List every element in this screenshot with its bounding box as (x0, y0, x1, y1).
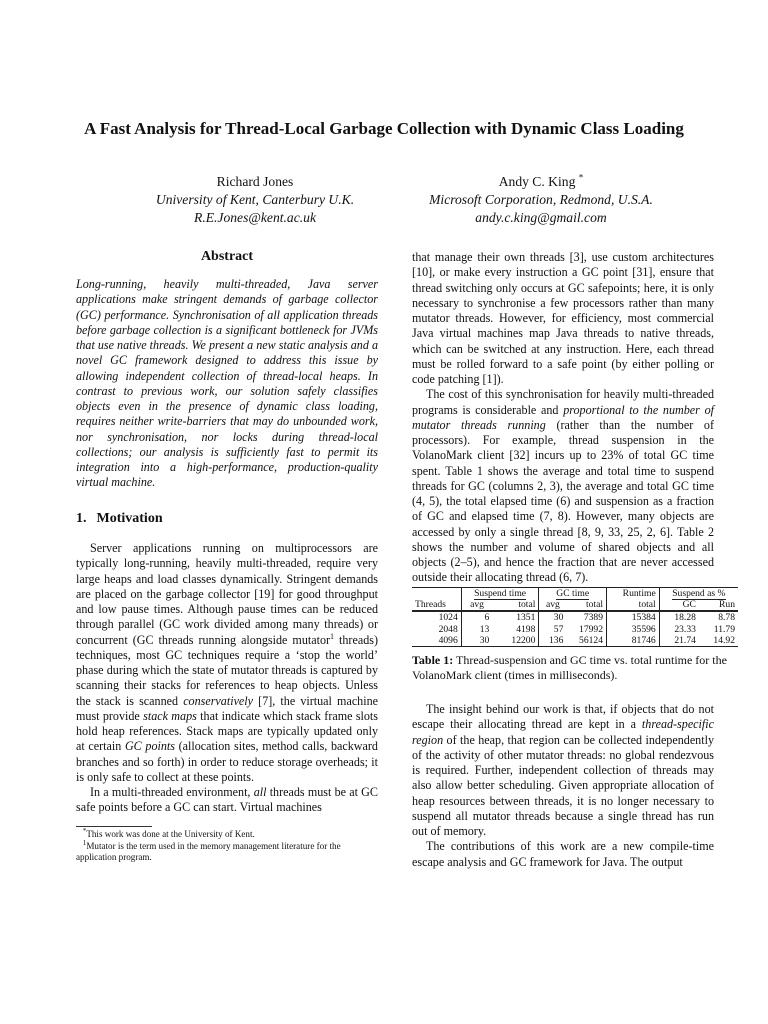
table-cell: 15384 (607, 611, 660, 623)
body-paragraph (76, 541, 378, 785)
section-heading (76, 511, 163, 527)
table-cell: 21.74 (659, 635, 699, 647)
body-paragraph: The contributions of this work are a new compile-time escape analysis and GC framework for Java. The output (412, 839, 714, 869)
abstract-paragraph: Long-running, heavily multi-threaded, Java server applications make stringent demands of garbage collector (GC) performance. Synchronisation of all application threads before garbage collection is a significant bottleneck for JVMs that use native threads. We present a new static analysis and a novel GC framework designed to address this issue by allowing independent collection of thread-local heaps. In contrast to previous work, our solution safely classifies objects even in the presence of dynamic class loading, requires neither write-barriers that may do unbounded work, nor synchronisation, nor locks during thread-local collections; our analysis is sufficiently fast to permit its integration into a high-performance, production-quality virtual machine. (76, 277, 378, 490)
text-run: threads must be at GC safe points before a GC can start. Virtual machines (76, 785, 378, 815)
footnotes (76, 826, 380, 864)
table-cell: 23.33 (674, 623, 696, 635)
author-affiliation: Microsoft Corporation, Redmond, U.S.A. (429, 192, 653, 207)
right-column-top (412, 250, 714, 586)
body-paragraph: that manage their own threads [3], use custom architectures [10], or make every instruction a GC point [31], ensure that thread switching only occurs at GC safepoints; here, it is only necessary to synchronise a few processors rather than many mutator threads. However, for efficiency, most commercial Java virtual machines map Java threads to native threads, which can be switched at any instruction. Here, each thread must be rolled forward to a safe point (by either polling or code patching [1]). (412, 250, 714, 386)
table-cell: 1351 (492, 611, 539, 623)
table-cell: 30 (461, 635, 492, 647)
text-run: of the heap, that region can be collected independently of the activity of other mutator threads: no global rendezvous is required. Further, independent collection of threads may also allow better scheduling. Given appropriate allocation of heap resources between threads, it is no longer necessary to suspend all mutator threads because a single thread has run out of memory. (412, 732, 714, 838)
table-header-cell: avg (470, 599, 484, 611)
table-header-cell: GC (682, 599, 696, 611)
table-cell: 13 (479, 623, 490, 635)
section-title: Motivation (96, 511, 163, 526)
author-name: Richard Jones (216, 174, 294, 189)
caption-label: Table 1: (412, 653, 454, 667)
group-header: GC time (556, 588, 590, 599)
table-group-header-row (412, 588, 738, 600)
text-run: (allocation sites, method calls, backward branches and so forth) in order to reduce storage overheads; it is only safe to collect at these points. (76, 739, 378, 784)
table-cell: 14.92 (699, 635, 738, 647)
table-caption (412, 653, 738, 683)
table-header-cell (461, 588, 539, 600)
body-paragraph (412, 702, 714, 839)
group-header: Suspend as % (672, 588, 726, 599)
table-cell: 17992 (566, 624, 606, 635)
table-cell: 30 (539, 611, 567, 623)
text-run: The insight behind our work is that, if objects that do not escape their allocating thread are kept in a (412, 702, 714, 732)
emphasis: proportional to the number of mutator threads running (412, 402, 714, 432)
author-name (400, 173, 682, 191)
table-cell: 18.28 (659, 611, 699, 623)
table-header-cell: total (566, 599, 606, 611)
table-row (412, 635, 738, 647)
paper-title: A Fast Analysis for Thread-Local Garbage Collection with Dynamic Class Loading (84, 119, 684, 138)
table-header-cell: Run (719, 599, 735, 611)
table-cell: 4096 (412, 635, 461, 647)
table-cell: 57 (553, 623, 564, 635)
footnote-text: This work was done at the University of Kent. (86, 829, 255, 839)
table-header-cell: total (607, 599, 660, 611)
body-paragraph (76, 785, 378, 816)
section-number: 1. (76, 511, 87, 526)
emphasis: GC points (124, 739, 175, 754)
table-cell: 7389 (566, 611, 606, 623)
author-footnote-mark: * (578, 172, 584, 183)
text-run: In a multi-threaded environment, (90, 785, 254, 799)
table-cell: 6 (461, 611, 492, 623)
text-run: The cost of this synchronisation for heavily multi-threaded programs is considerable and (412, 387, 714, 417)
table-header-cell (412, 588, 461, 600)
emphasis: stack maps (143, 708, 197, 723)
table-header-cell: total (492, 599, 539, 611)
table-cell: 2048 (412, 624, 461, 635)
footnote-rule (76, 826, 152, 827)
text-run: (rather than the number of processors). For example, thread suspension in the VolanoMark client [32] incurs up to 23% of total GC time spent. Table 1 shows the average and total time to suspend threads for GC (columns 2, 3), the average and total GC time (4, 5), the total elapsed time (6) and suspension as a fraction of GC and elapsed time (7, 8). However, many objects are accessed by only a single thread [8, 9, 33, 25, 2, 6]. Table 2 shows the number and volume of shared objects and all objects (2–5), and hence the fraction that are never accessed outside their allocating thread (6, 7). (412, 417, 714, 585)
author-affiliation: University of Kent, Canterbury U.K. (155, 192, 355, 207)
footnote (76, 838, 380, 864)
author-block-2 (400, 173, 682, 227)
table-1 (412, 587, 738, 647)
footnote (76, 826, 380, 841)
right-column-bottom (412, 702, 714, 870)
table-cell: 1024 (412, 611, 461, 623)
table-sub-header-row (412, 599, 738, 611)
text-run: [7], the virtual machine must provide (76, 693, 379, 723)
group-header: Suspend time (474, 588, 527, 599)
emphasis: conservatively (183, 693, 254, 708)
emphasis: all (253, 785, 267, 799)
table-row (412, 611, 738, 623)
author-email: andy.c.king@gmail.com (475, 210, 607, 225)
table-header-cell: avg (545, 599, 560, 611)
caption-text: Thread-suspension and GC time vs. total runtime for the VolanoMark client (times in milliseconds). (412, 653, 727, 682)
footnote-ref: 1 (330, 631, 335, 641)
footnote-text: Mutator is the term used in the memory management literature for the application program. (76, 840, 341, 862)
author-name-text: Andy C. King (498, 174, 576, 189)
table-header-cell: Threads (412, 599, 461, 611)
author-email: R.E.Jones@kent.ac.uk (194, 210, 316, 225)
table-header-cell (659, 588, 738, 600)
table-cell: 35596 (607, 624, 660, 635)
table-cell: 136 (539, 635, 567, 647)
body-paragraph (412, 387, 714, 585)
table-cell: 56124 (566, 635, 606, 647)
author-block-1 (110, 173, 400, 227)
table-cell: 12200 (492, 635, 539, 647)
text-run: Server applications running on multiprocessors are typically long-running, heavily multi-threaded, require very large heaps and load classes dynamically. Stringent demands are placed on the garbage collector [19] for good throughput and low pause times. Although pause times can be reduced through parallel (GC work divided among many threads) or concurrent (GC threads running alongside mutator (76, 541, 378, 647)
abstract-body (76, 277, 378, 491)
text-run: that indicate which stack frame slots hold heap references. Stack maps are typically updated only at certain (76, 708, 379, 754)
abstract-heading: Abstract (200, 249, 254, 264)
table-cell: 8.78 (699, 611, 738, 623)
table-header-cell: Runtime (607, 588, 660, 600)
table-cell: 4198 (492, 624, 539, 635)
table-cell: 11.79 (713, 623, 735, 635)
footnote-mark: 1 (82, 838, 87, 847)
table-header-cell (539, 588, 607, 600)
motivation-body (76, 541, 378, 816)
emphasis: thread-specific region (412, 717, 714, 747)
text-run: threads) techniques, most GC techniques require a ‘stop the world’ phase during which the state of mutator threads is captured by scanning their stacks for references to heap objects. Unless the stack is scanned (76, 632, 378, 708)
table-row (412, 624, 738, 635)
table-cell: 81746 (607, 635, 660, 647)
footnote-mark: * (82, 826, 87, 835)
